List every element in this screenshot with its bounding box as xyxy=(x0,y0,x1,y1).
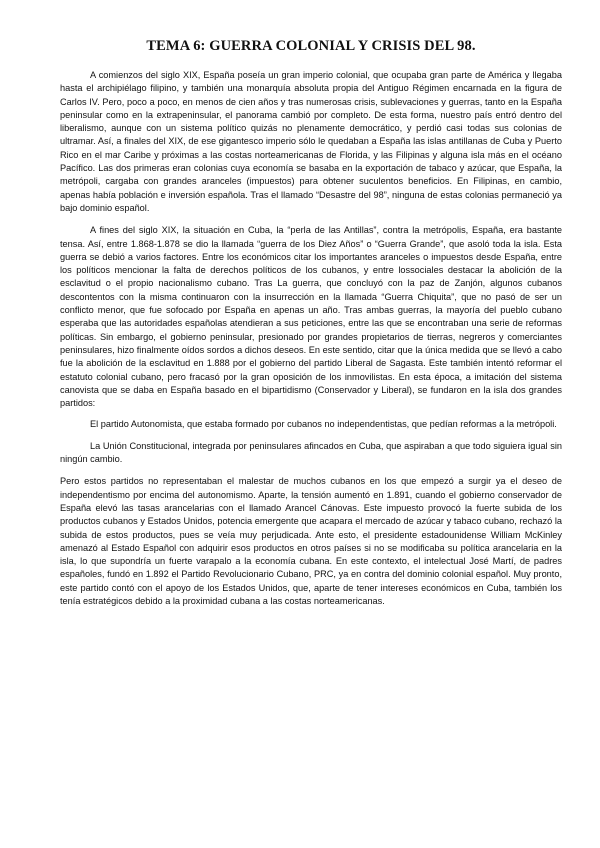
document-title: TEMA 6: GUERRA COLONIAL Y CRISIS DEL 98. xyxy=(146,38,476,54)
paragraph-cuba-situation: A fines del siglo XIX, la situación en Cuba, la “perla de las Antillas”, contra la metrópolis, España, era bastante tensa. Así, entre 1.868-1.878 se dio la llamada “guerra de los Diez Años” o “Guerra Grande”, que asoló toda la isla. Esta guerra se debió a varios factores. Entre los económicos citar los importantes aranceles o impuestos desde España, entre los políticos mencionar la falta de derechos políticos de los cubanos, y entre lossociales destacar la abolición de la esclavitud o el propio nacionalismo cubano. Tras La guerra, que concluyó con la paz de Zanjón, algunos cubanos descontentos con la misma continuaron con la insurrección en la llamada “Guerra Chiquita”, que no pasó de ser un conflicto menor, que fue sofocado por España en apenas un año. Tras ambas guerras, la mayoría del pueblo cubano esperaba que las autoridades españolas atendieran a sus peticiones, entre las que se encontraban una serie de reformas políticas. Sin embargo, el gobierno peninsular, presionado por grandes propietarios de tierras, negreros y comerciantes peninsulares, hizo finalmente oídos sordos a dichos deseos. En este sentido, citar que la única medida que se llevó a cabo fue la abolición de la esclavitud en 1.888 por el gobierno del partido Liberal de Sagasta. Este también intentó reformar el estatuto colonial cubano, pero fracasó por la gran oposición de los inmovilistas. En esta época, a imitación del sistema canovista que se daba en España basado en el bipartidismo (Conservador y Liberal), se fundaron en la isla dos grandes partidos: xyxy=(60,225,562,409)
paragraph-union-constitucional: La Unión Constitucional, integrada por peninsulares afincados en Cuba, que aspiraban a que todo siguiera igual sin ningún cambio. xyxy=(60,440,562,465)
paragraph-independentismo: Pero estos partidos no representaban el malestar de muchos cubanos en los que empezó a surgir ya el deseo de independentismo por encima del autonomismo. Aparte, la tensión aumentó en 1.891, cuando el gobierno conservador de España elevó las tasas arancelarias con el llamado Arancel Cánovas. Este impuesto provocó la fuerte subida de los productos cubanos y Estados Unidos, potencia emergente que acapara el mercado de azúcar y tabaco cubano, rechazó la subida de estos productos, pues se veía muy perjudicada. Ante esto, el presidente estadounidense William McKinley amenazó al Estado Español con adquirir esos productos en otros países si no se modificaba su política arancelaria en la isla, lo que supondría un fuerte varapalo a la economía cubana. En este contexto, el intelectual José Martí, de padres españoles, fundó en 1.892 el Partido Revolucionario Cubano, PRC, ya en contra del dominio colonial español. Muy pronto, este partido contó con el apoyo de los Estados Unidos, que, aparte de tener intereses económicos en Cuba, también los tenía estratégicos debido a la proximidad cubana a las costas norteamericanas. xyxy=(60,476,562,606)
paragraph-partido-autonomista: El partido Autonomista, que estaba formado por cubanos no independentistas, que pedían reformas a la metrópoli. xyxy=(90,419,557,430)
paragraph-intro: A comienzos del siglo XIX, España poseía un gran imperio colonial, que ocupaba gran parte de América y llegaba hasta el archipiélago filipino, y también una monarquía absoluta propia del Antiguo Régimen encarnada en la figura de Carlos IV. Pero, poco a poco, en menos de cien años y tras numerosas crisis, sublevaciones y guerras, tanto en la España peninsular como en la extrapeninsular, el panorama cambió por completo. De esta forma, nuestro país entró dentro del liberalismo, aunque con un sistema político quizás no plenamente democrático, y perdió casi todas sus colonias de ultramar. Así, a finales del XIX, de ese gigantesco imperio sólo le quedaban a España las islas antillanas de Cuba y Puerto Rico en el mar Caribe y próximas a las costas norteamericanas de Florida, y las Filipinas y alguna isla más en el océano Pacífico. Las dos primeras eran colonias cuya economía se basaba en la exportación de tabaco y azúcar, que España, la metrópoli, cargaba con grandes aranceles (impuestos) para obtener suculentos beneficios. En Filipinas, en cambio, apenas había población e inversión española. Tras el llamado “Desastre del 98”, ninguna de estas colonias permaneció ya bajo dominio español. xyxy=(60,70,562,213)
